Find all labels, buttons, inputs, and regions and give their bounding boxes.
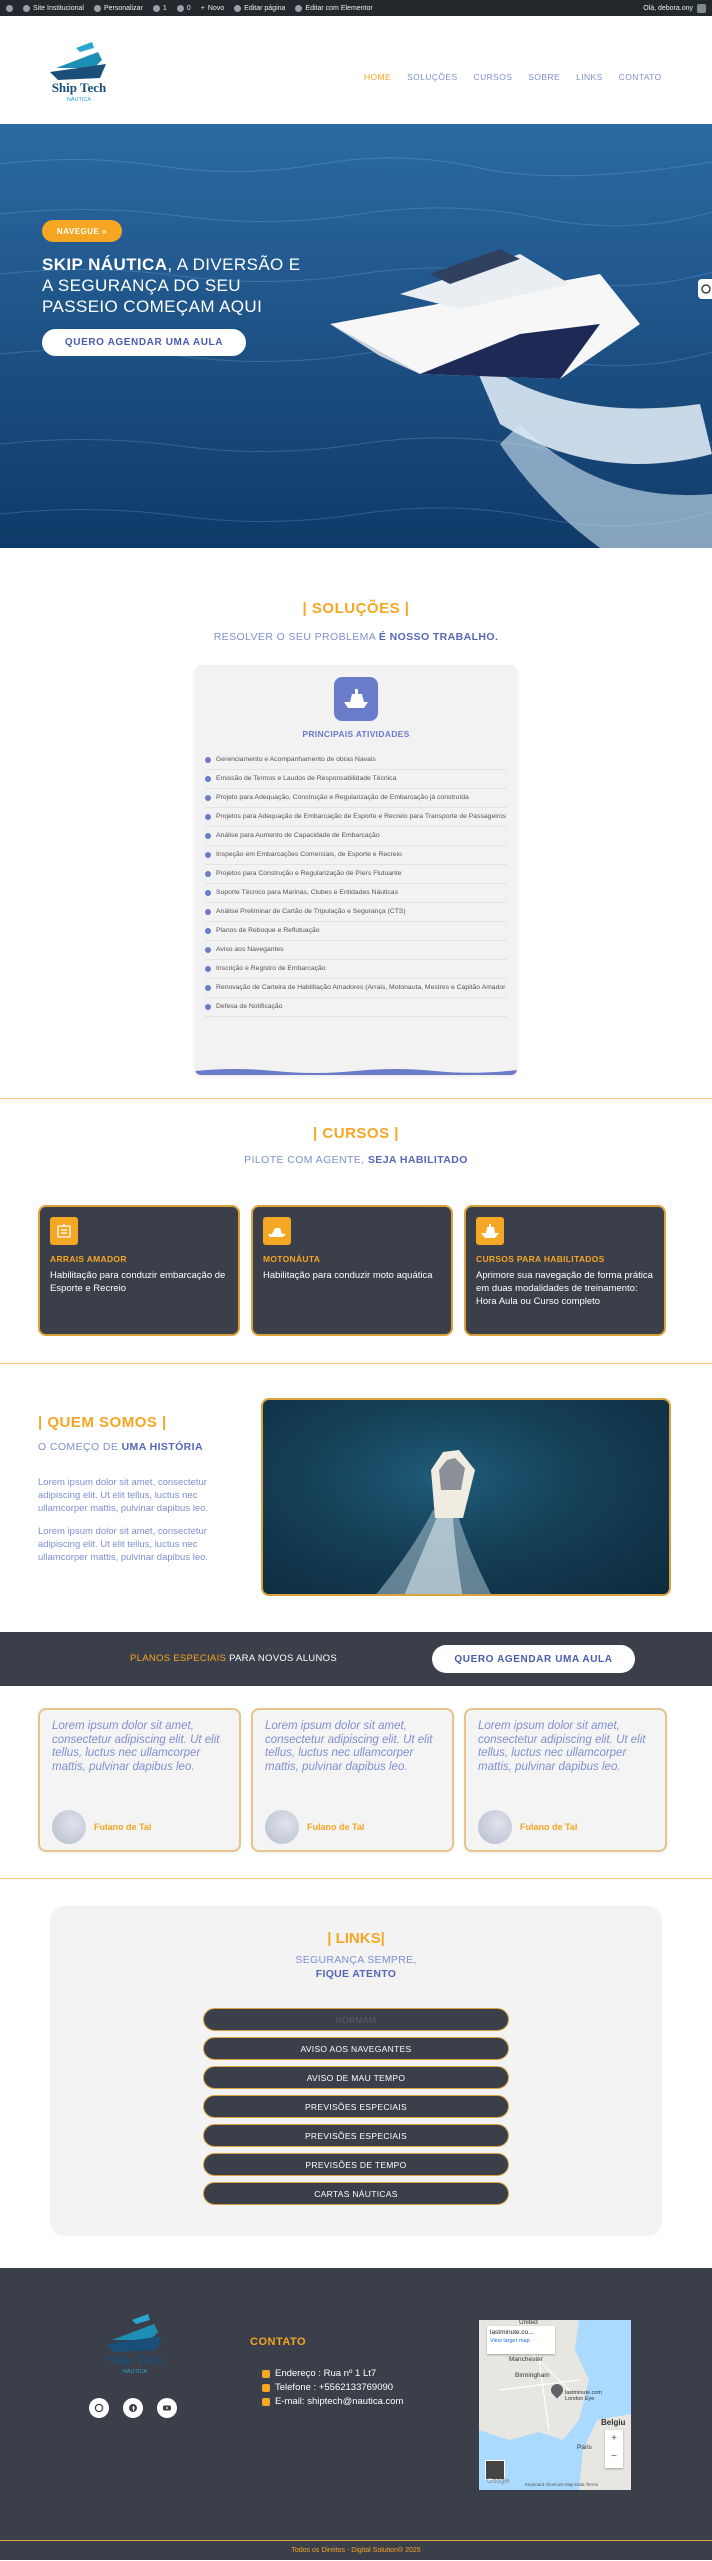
anchor-icon xyxy=(50,1217,78,1245)
testimonial-quote: Lorem ipsum dolor sit amet, consectetur adipiscing elit. Ut elit tellus, luctus nec ullamcorper mattis, pulvinar dapibus leo. xyxy=(52,1720,220,1773)
refresh-icon xyxy=(153,5,160,12)
footer-logo[interactable] xyxy=(92,2310,178,2376)
nav-home[interactable]: HOME xyxy=(364,72,392,82)
list-item: Análise Preliminar de Cartão de Tripulação e Segurança (CTS) xyxy=(205,903,507,922)
map-attribution[interactable]: Keyboard shortcuts Map Data Terms xyxy=(525,2482,598,2487)
wave-decoration xyxy=(195,1065,517,1075)
whatsapp-icon[interactable] xyxy=(89,2398,109,2418)
admin-site-link[interactable]: Site Institucional xyxy=(23,5,84,12)
link-button-normam[interactable]: NORMAM xyxy=(203,2008,509,2031)
course-card-motonauta[interactable] xyxy=(251,1205,453,1336)
link-button-mau-tempo[interactable]: AVISO DE MAU TEMPO xyxy=(203,2066,509,2089)
street-view-icon[interactable] xyxy=(485,2460,505,2480)
admin-updates-link[interactable]: 1 xyxy=(153,5,167,12)
avatar xyxy=(697,4,706,13)
bullet-icon xyxy=(205,966,211,972)
list-item: Defesa de Notificação xyxy=(205,998,507,1017)
list-item: Inspeção em Embarcações Comerciais, de Esporte e Recreio xyxy=(205,846,507,865)
course-title: ARRAIS AMADOR xyxy=(50,1254,127,1264)
course-card-arrais[interactable] xyxy=(38,1205,240,1336)
nav-cursos[interactable]: CURSOS xyxy=(473,72,513,82)
links-section xyxy=(50,1906,662,2236)
bullet-icon xyxy=(205,909,211,915)
planos-text: PLANOS ESPECIAIS PARA NOVOS ALUNOS xyxy=(130,1653,337,1664)
site-header xyxy=(0,16,712,124)
list-item: Emissão de Termos e Laudos de Responsabilidade Técnica xyxy=(205,770,507,789)
section-divider xyxy=(0,1098,712,1099)
testimonial-name: Fulano de Tal xyxy=(94,1822,152,1832)
testimonial-quote: Lorem ipsum dolor sit amet, consectetur adipiscing elit. Ut elit tellus, luctus nec ullamcorper mattis, pulvinar dapibus leo. xyxy=(478,1720,646,1773)
planos-banner xyxy=(0,1632,712,1686)
bullet-icon xyxy=(205,795,211,801)
solucoes-title: | SOLUÇÕES | xyxy=(302,600,410,617)
main-nav xyxy=(356,66,670,88)
quem-somos-title: | QUEM SOMOS | xyxy=(38,1414,167,1431)
bullet-icon xyxy=(205,776,211,782)
contact-email[interactable]: E-mail: shiptech@nautica.com xyxy=(262,2396,403,2407)
map-label: Birmingham xyxy=(515,2372,550,2379)
bullet-icon xyxy=(205,947,211,953)
site-footer xyxy=(0,2268,712,2540)
map-label: United xyxy=(519,2320,538,2326)
links-title: | LINKS| xyxy=(327,1930,385,1947)
map-label: Manchester xyxy=(509,2356,543,2363)
navegue-button[interactable]: NAVEGUE » xyxy=(42,220,122,242)
nav-sobre[interactable]: SOBRE xyxy=(528,72,561,82)
list-item: Planos de Reboque e Reflutuação xyxy=(205,922,507,941)
comment-icon xyxy=(177,5,184,12)
course-text: Aprimore sua navegação de forma prática em duas modalidades de treinamento: Hora Aula ou Curso completo xyxy=(476,1270,653,1307)
brush-icon xyxy=(94,5,101,12)
link-button-previsoes-especiais[interactable]: PREVISÕES ESPECIAIS xyxy=(203,2095,509,2118)
links-list xyxy=(203,2008,509,2211)
list-item: Projetos para Construção e Regularização de Píers Flutuante xyxy=(205,865,507,884)
cursos-title: | CURSOS | xyxy=(313,1125,399,1142)
testimonial-card xyxy=(38,1708,241,1852)
map-zoom-control[interactable] xyxy=(605,2430,623,2468)
svg-text:NÁUTICA: NÁUTICA xyxy=(66,97,92,103)
ship-logo-icon xyxy=(36,38,122,104)
nav-solucoes[interactable]: SOLUÇÕES xyxy=(407,72,458,82)
list-item: Aviso aos Navegantes xyxy=(205,941,507,960)
admin-wp-logo[interactable] xyxy=(6,5,13,12)
planos-cta-button[interactable]: QUERO AGENDAR UMA AULA xyxy=(432,1645,635,1673)
link-button-previsoes-especiais-2[interactable]: PREVISÕES ESPECIAIS xyxy=(203,2124,509,2147)
course-title: MOTONÁUTA xyxy=(263,1254,321,1264)
svg-text:Ship Tech: Ship Tech xyxy=(107,2352,163,2367)
list-item: Análise para Aumento de Capacidade de Embarcação xyxy=(205,827,507,846)
card-heading: PRINCIPAIS ATIVIDADES xyxy=(302,729,410,739)
link-button-cartas-nauticas[interactable]: CARTAS NÁUTICAS xyxy=(203,2182,509,2205)
cursos-subtitle: PILOTE COM AGENTE, SEJA HABILITADO xyxy=(244,1154,468,1166)
home-icon xyxy=(23,5,30,12)
admin-elementor-link[interactable]: Editar com Elementor xyxy=(295,5,372,12)
plus-icon: + xyxy=(200,4,205,12)
testimonial-quote: Lorem ipsum dolor sit amet, consectetur adipiscing elit. Ut elit tellus, luctus nec ullamcorper mattis, pulvinar dapibus leo. xyxy=(265,1720,433,1773)
elementor-icon xyxy=(295,5,302,12)
list-item: Projeto para Adequação, Construção e Regularização de Embarcação já construída xyxy=(205,789,507,808)
view-larger-map-link[interactable]: View larger map xyxy=(490,2338,530,2344)
svg-text:NÁUTICA: NÁUTICA xyxy=(122,2369,148,2375)
contact-address: Endereço : Rua nº 1 Lt7 xyxy=(262,2368,376,2379)
youtube-icon[interactable] xyxy=(157,2398,177,2418)
embedded-map[interactable] xyxy=(479,2320,631,2490)
list-item: Projetos para Adequação de Embarcação de Esporte e Recreio para Transporte de Passageiros xyxy=(205,808,507,827)
admin-edit-page-link[interactable]: Editar página xyxy=(234,5,285,12)
links-subtitle-bold: FIQUE ATENTO xyxy=(315,1968,397,1980)
svg-text:Ship Tech: Ship Tech xyxy=(51,80,107,95)
quem-somos-image xyxy=(261,1398,671,1596)
nav-links[interactable]: LINKS xyxy=(576,72,603,82)
minus-icon[interactable]: − xyxy=(611,2451,617,2462)
bullet-icon xyxy=(205,833,211,839)
course-text: Habilitação para conduzir embarcação de Esporte e Recreio xyxy=(50,1270,226,1294)
course-text: Habilitação para conduzir moto aquática xyxy=(263,1270,433,1281)
admin-bar xyxy=(0,0,712,16)
avatar xyxy=(478,1810,512,1844)
list-item: Gerenciamento e Acompanhamento de obras Navais xyxy=(205,751,507,770)
admin-customize-link[interactable]: Personalizar xyxy=(94,5,143,12)
copyright-bar: Todos os Direitos - Digital Solution® 2025 xyxy=(0,2540,712,2560)
course-card-habilitados[interactable] xyxy=(464,1205,666,1336)
plus-icon[interactable]: + xyxy=(611,2433,617,2444)
bullet-icon xyxy=(205,985,211,991)
quem-somos-subtitle: O COMEÇO DE UMA HISTÓRIA xyxy=(38,1441,203,1453)
solucoes-list xyxy=(205,751,507,1017)
hero-cta-button[interactable]: QUERO AGENDAR UMA AULA xyxy=(42,329,246,356)
quem-somos-paragraph: Lorem ipsum dolor sit amet, consectetur adipiscing elit. Ut elit tellus, luctus nec ullamcorper mattis, pulvinar dapibus leo. xyxy=(38,1477,209,1514)
bullet-icon xyxy=(205,1004,211,1010)
map-label: lastminute.com London Eye xyxy=(565,2390,602,2402)
ship-icon xyxy=(342,688,370,710)
map-label: Belgiu xyxy=(601,2418,626,2427)
boat-icon xyxy=(476,1217,504,1245)
solucoes-icon-box xyxy=(334,677,378,721)
map-info-card: lastminute.co... View larger map xyxy=(487,2326,555,2354)
location-icon xyxy=(262,2370,270,2378)
list-item: Suporte Técnico para Marinas, Clubes e Entidades Náuticas xyxy=(205,884,507,903)
admin-account-menu[interactable]: Olá, debora.ony xyxy=(643,4,706,13)
list-item: Renovação de Carteira de Habilitação Amadores (Arrais, Motonauta, Mestres e Capitão Amador xyxy=(205,979,507,998)
section-divider xyxy=(0,1363,712,1364)
testimonial-name: Fulano de Tal xyxy=(520,1822,578,1832)
testimonial-card xyxy=(251,1708,454,1852)
testimonial-name: Fulano de Tal xyxy=(307,1822,365,1832)
site-logo[interactable] xyxy=(36,38,122,104)
solucoes-subtitle: RESOLVER O SEU PROBLEMA É NOSSO TRABALHO. xyxy=(213,631,499,643)
hero-headline: SKIP NÁUTICA, A DIVERSÃO E A SEGURANÇA DO SEU PASSEIO COMEÇAM AQUI xyxy=(42,255,301,316)
email-icon xyxy=(262,2398,270,2406)
links-subtitle: SEGURANÇA SEMPRE, xyxy=(295,1954,417,1966)
quem-somos-paragraph: Lorem ipsum dolor sit amet, consectetur adipiscing elit. Ut elit tellus, luctus nec ullamcorper mattis, pulvinar dapibus leo. xyxy=(38,1526,209,1563)
wordpress-icon xyxy=(6,5,13,12)
nav-contato[interactable]: CONTATO xyxy=(618,72,662,82)
bullet-icon xyxy=(205,890,211,896)
bullet-icon xyxy=(205,814,211,820)
avatar xyxy=(265,1810,299,1844)
yacht-aerial-image xyxy=(263,1400,671,1596)
bullet-icon xyxy=(205,928,211,934)
gear-icon xyxy=(698,279,712,299)
list-item: Inscrição e Registro de Embarcação xyxy=(205,960,507,979)
jetski-icon xyxy=(263,1217,291,1245)
bullet-icon xyxy=(205,871,211,877)
bullet-icon xyxy=(205,852,211,858)
link-button-aviso-navegantes[interactable]: AVISO AOS NAVEGANTES xyxy=(203,2037,509,2060)
phone-icon xyxy=(262,2384,270,2392)
testimonial-card xyxy=(464,1708,667,1852)
side-settings-tab[interactable] xyxy=(698,279,712,299)
section-divider xyxy=(0,1878,712,1879)
contact-phone[interactable]: Telefone : +5562133769090 xyxy=(262,2382,393,2393)
contato-title: CONTATO xyxy=(250,2336,307,2348)
google-logo: Google xyxy=(487,2478,510,2485)
admin-comments-link[interactable]: 0 xyxy=(177,5,191,12)
ship-logo-icon xyxy=(92,2310,178,2376)
hero-banner xyxy=(0,124,712,548)
map-label: Paris xyxy=(577,2444,592,2451)
avatar xyxy=(52,1810,86,1844)
admin-new-link[interactable]: + Novo xyxy=(200,4,225,12)
course-title: CURSOS PARA HABILITADOS xyxy=(476,1254,605,1264)
link-button-previsoes-tempo[interactable]: PREVISÕES DE TEMPO xyxy=(203,2153,509,2176)
facebook-icon[interactable] xyxy=(123,2398,143,2418)
pencil-icon xyxy=(234,5,241,12)
bullet-icon xyxy=(205,757,211,763)
solucoes-card xyxy=(195,665,517,1075)
